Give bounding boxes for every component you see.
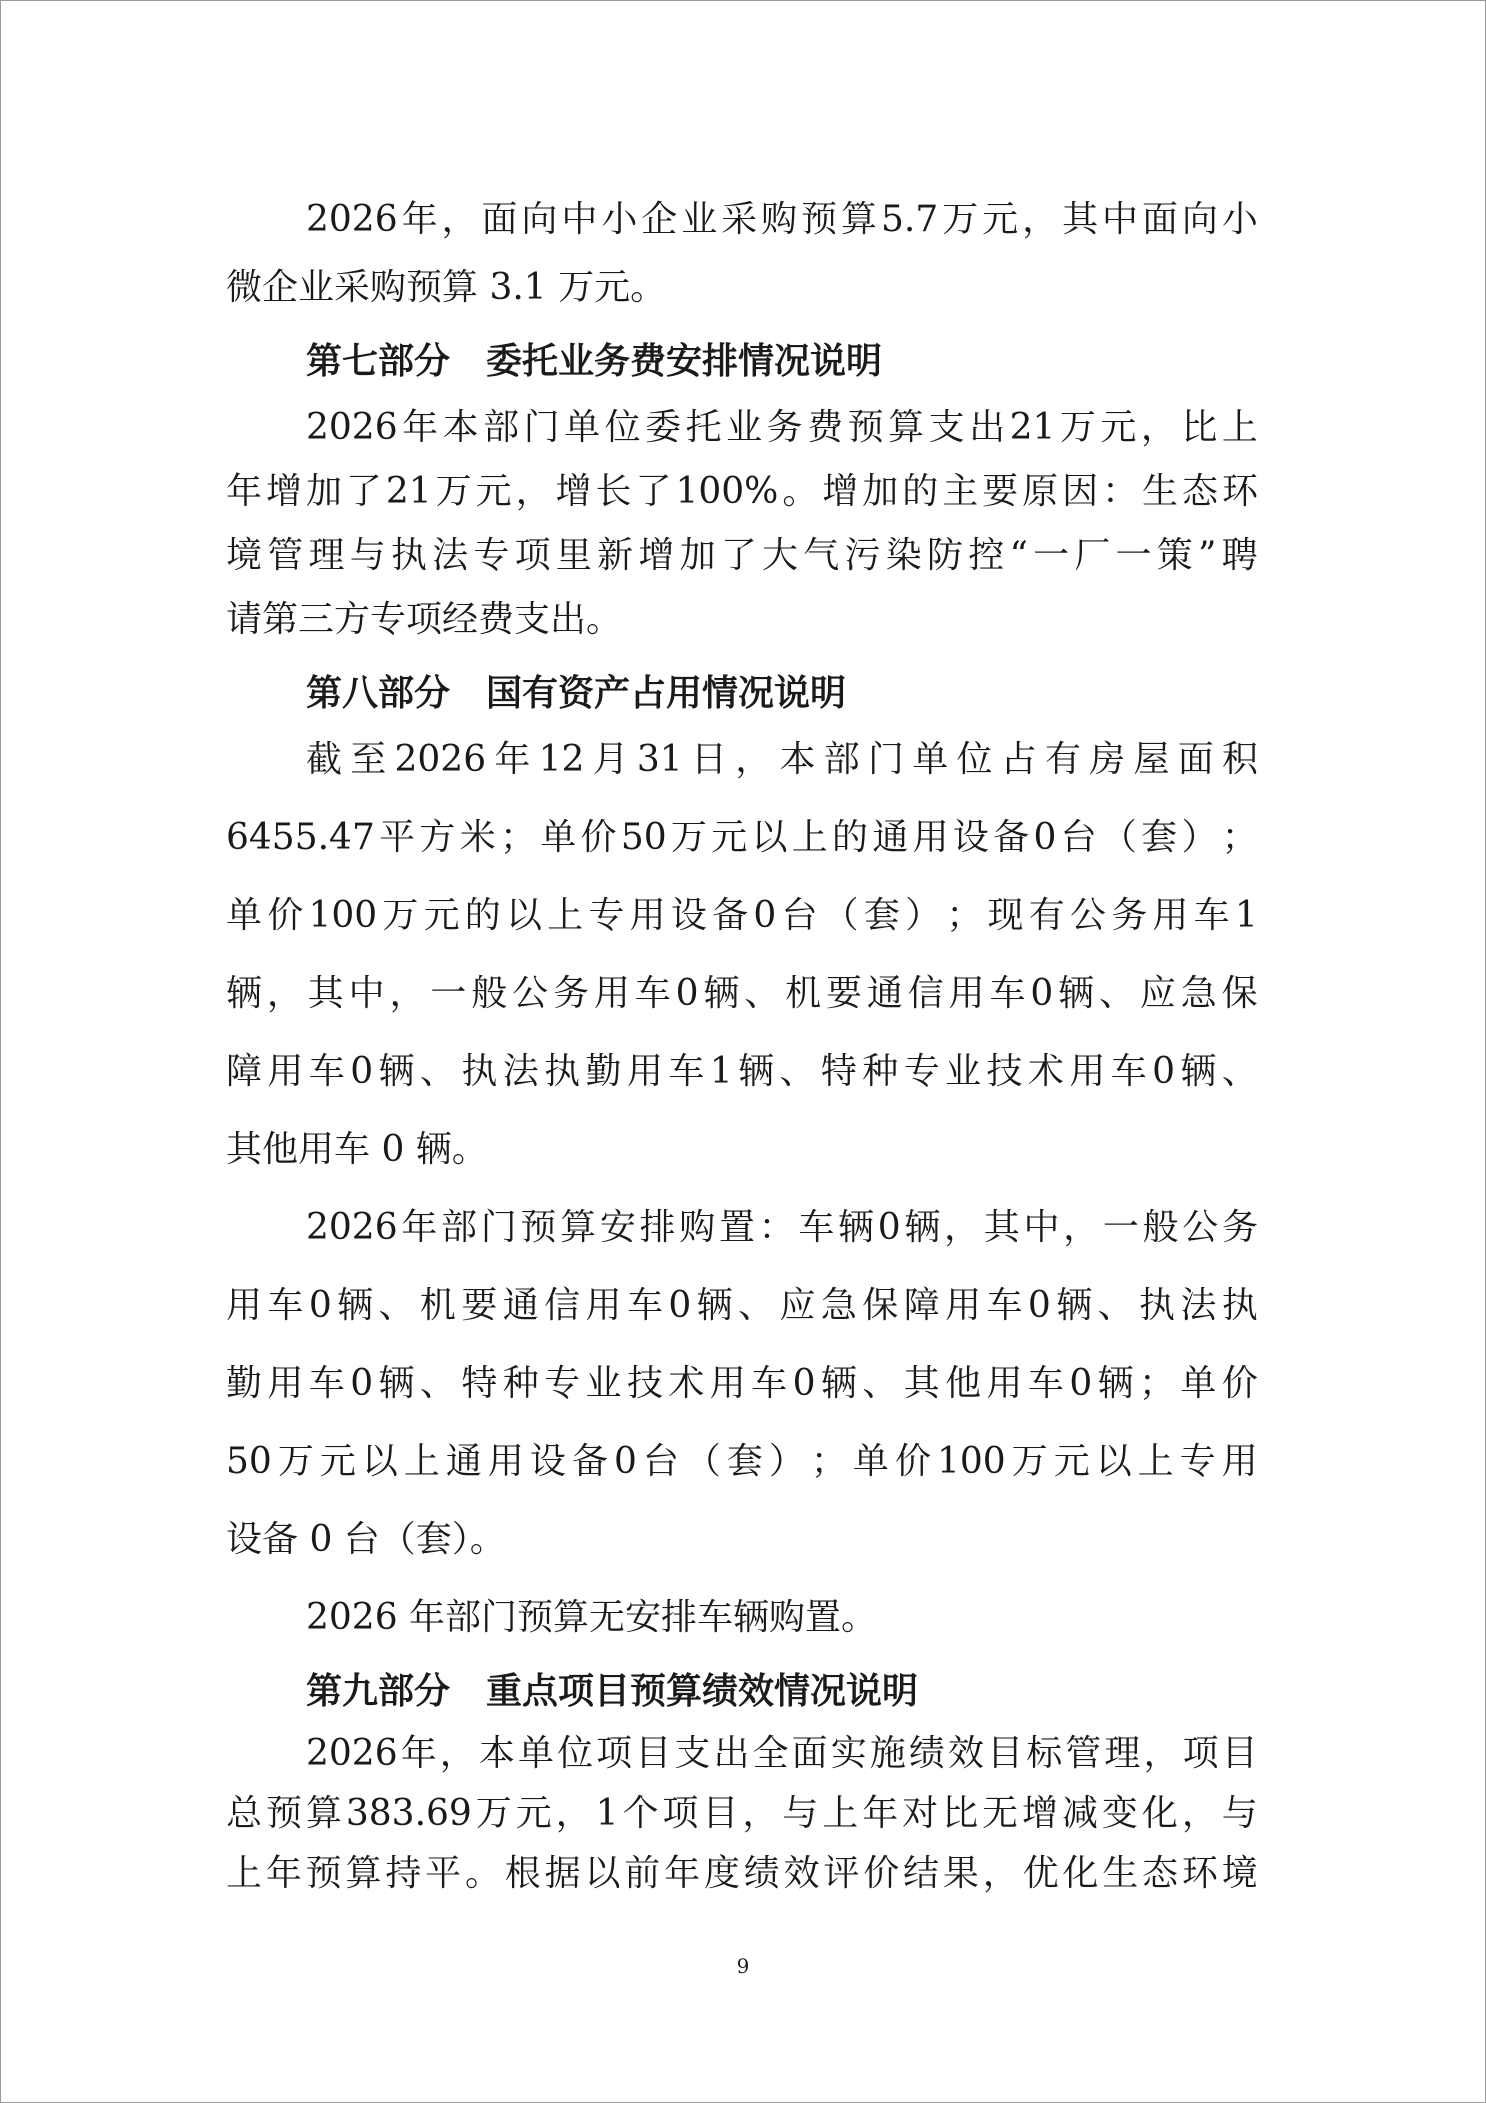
text-line: 其他用车 0 辆。 — [226, 1129, 488, 1170]
text-line: 2026 年 部 门 预 算 安 排 购 置 ： 车 辆 0 辆 ， 其 中 ， 一 般 公 务 — [306, 1207, 1258, 1248]
text-line: 单 价 100 万 元 的 以 上 专 用 设 备 0 台 （ 套 ） ； 现 有 公 务 用 车 1 — [226, 895, 1258, 936]
section-heading: 第八部分 国有资产占用情况说明 — [306, 673, 847, 714]
section-heading: 第九部分 重点项目预算绩效情况说明 — [306, 1671, 919, 1712]
text-line: 截 至 2026 年 12 月 31 日 ， 本 部 门 单 位 占 有 房 屋 面 积 — [306, 739, 1258, 780]
text-line: 境 管 理 与 执 法 专 项 里 新 增 加 了 大 气 污 染 防 控 “ 一 厂 一 策 ” 聘 — [226, 535, 1258, 576]
text-line: 勤 用 车 0 辆 、 特 种 专 业 技 术 用 车 0 辆 、 其 他 用 车 0 辆 ； 单 价 — [226, 1363, 1258, 1404]
text-line: 年 增 加 了 21 万 元 ， 增 长 了 100% 。 增 加 的 主 要 原 因 ： 生 态 环 — [226, 471, 1258, 512]
text-line: 50 万 元 以 上 通 用 设 备 0 台 （ 套 ） ； 单 价 100 万 元 以 上 专 用 — [226, 1441, 1258, 1482]
text-line: 2026 年 ， 本 单 位 项 目 支 出 全 面 实 施 绩 效 目 标 管 理 ， 项 目 — [306, 1733, 1258, 1774]
text-line: 2026 年 ， 面 向 中 小 企 业 采 购 预 算 5.7 万 元 ， 其 中 面 向 小 — [306, 199, 1258, 240]
text-line: 设备 0 台（套）。 — [226, 1519, 506, 1560]
page-number: 9 — [736, 1954, 750, 1978]
text-line: 用 车 0 辆 、 机 要 通 信 用 车 0 辆 、 应 急 保 障 用 车 0 辆 、 执 法 执 — [226, 1285, 1258, 1326]
section-heading: 第七部分 委托业务费安排情况说明 — [306, 341, 883, 382]
text-line: 总 预 算 383.69 万 元 ， 1 个 项 目 ， 与 上 年 对 比 无 增 减 变 化 ， 与 — [226, 1793, 1258, 1834]
text-line: 2026 年 本 部 门 单 位 委 托 业 务 费 预 算 支 出 21 万 元 ， 比 上 — [306, 407, 1258, 448]
text-line: 辆 ， 其 中 ， 一 般 公 务 用 车 0 辆 、 机 要 通 信 用 车 0 辆 、 应 急 保 — [226, 973, 1258, 1014]
text-line: 微企业采购预算 3.1 万元。 — [226, 267, 667, 308]
text-line: 上 年 预 算 持 平 。 根 据 以 前 年 度 绩 效 评 价 结 果 ， 优 化 生 态 环 境 — [226, 1853, 1258, 1894]
text-line: 请第三方专项经费支出。 — [226, 599, 623, 640]
text-line: 2026 年部门预算无安排车辆购置。 — [306, 1597, 878, 1638]
text-line: 障 用 车 0 辆 、 执 法 执 勤 用 车 1 辆 、 特 种 专 业 技 术 用 车 0 辆 、 — [226, 1051, 1258, 1092]
text-line: 6455.47 平 方 米 ； 单 价 50 万 元 以 上 的 通 用 设 备 0 台 （ 套 ） ； — [226, 817, 1258, 858]
